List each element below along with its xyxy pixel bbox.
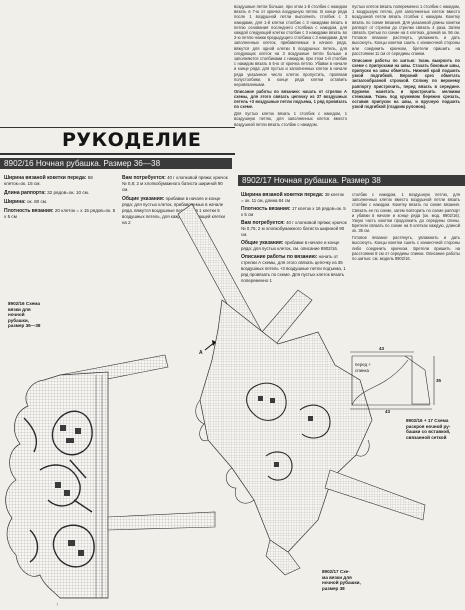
a1-c1-item-2: Ширина: ок. 80 см. — [4, 199, 48, 205]
tr-col2-p2: Описание работы по шитью: ткань выкроить по схеме с припусками на швы. Стачать боковые швы, припуски на швы обметать. Нижний край подшить узкой подгибкой. Верхний срез обметать зигзагообразной строчкой. Сплину по верхнему раппорту пристрочить, перед вязать в середине. Кружево наметать и пристрочить мелкими стежками. Ткань под кружевом бережно срезать, оставив припуски на швы, и вручную подшить узкой подгибкой (гладким рулоном). — [352, 57, 460, 110]
fig2-cap-line: размер 38 — [322, 585, 345, 591]
tr-col1-p1: воздушные петли больше, при этом 1-й столбик с накидом вязать в 7-ю от крючка воздушную петлю. В конце ряда после 1 воздушной петли выполнить столбик с 3 накидами, для 1-й клетки столбик с 3 накидами вязать в петлю основания последнего столбика с накидом, для каждой следующей клетки столбик с 3 накидами вязать во 2-ю петлю ножки предыдущего столбика с 3 накидами. Для заполненных клеток, прибавляемых в начале ряда, вяжутся для одной клетки 5 воздушных петель, для следующих клеток на 3 воздушные петли больше и заполняются столбиками с накидом, при этом 1-й столбик с накидом вязать в 5-ю от крючка петлю. Убавки в начале и конце ряда: для пустых и заполненных клеток в начале ряда указанное число клеток пропустить, провязав полустолбики, в конце ряда клетки оставить неровязанными. — [234, 4, 347, 88]
pattern-cap-line: связанной сеткой — [406, 434, 447, 440]
a1-c1-item-3: Плотность вязания: 20 клеток = х 15 рядов=ок. 5 х 5 см — [4, 208, 116, 219]
fig1-cap-line: вязки для — [8, 306, 31, 312]
pattern-cap-line: башки со вставкой, — [406, 429, 451, 435]
tr-col2-p1: пустых клеток вязать попеременно 1 столбик с накидом, 1 воздушную петлю, для заполненных клеток вместо воздушной петли вязать столбик с накидом. Кокетку вязать по схеме вязания. Для указанной длины кокетки раппорт от стрелки до стрелки связать 4 раза. Затем связать третью по схеме на 4 клетках, длиной ок. 56 см. Готовое вязаное растянуть, увлажнить и дать высохнуть. Концы кокетки сшить с изнаночной стороны или соединить крючком, бретели пришить на расстоянии 11 см от середины спинки. — [352, 4, 460, 56]
dim-bottom-label: 43 — [385, 409, 391, 414]
tr-col1-p3: Для пустых клеток вязать 1 столбик с накидом, 1 воздушную петлю, для заполненных клеток вместо воздушной петли вязать столбик с накидом. — [234, 111, 347, 127]
a2-c2-p1: столбик с накидом, 1 воздушную петлю, для заполненных клеток вместо воздушной петли вязать столбик с накидом. Кокетку вязать по схеме вязания. Связать ее по схеме, затем повторить по схеме раппорт и убавки в начале и конце ряда (ок. мод. 8902/16). Узкую часть кокетки продолжить до середины спины. Бретели связать по схеме на 5 клетках каждую, длиной ок. 35 см. — [352, 192, 460, 234]
a2-c1-item-4: Описание работы по вязанию: начать от стрелки А схемы, для этого связать цепочку из 35 воздушных петель +3 воздушные петли подъема, 1 ряд провязать по схеме. Для пустых клеток вязать попеременно 1 — [241, 254, 346, 283]
fig1-cap-line: ночной — [8, 312, 25, 318]
a2-c2-p2: Готовое вязаное растянуть, увлажнить и дать высохнуть. Концы кокетки сшить с изнаночной стороны либо соединить крючком. Бретели пришить на расстоянии 8 см от середины спинки. Описание работы по шитью: см. модель 8902/16. — [352, 235, 460, 262]
a1-c1-item-0: Ширина вязаной кокетки переда: 58 клеток=ок. 15 см. — [4, 175, 93, 186]
fig1-cap-line: размер 36—38 — [8, 323, 41, 329]
lace-panel-left — [6, 355, 215, 608]
fig2-cap-line: 8902/17 Схе- — [322, 569, 350, 574]
pattern-cap-line: 8902/16 + 17 Схема — [406, 418, 449, 423]
tr-col1-p2: Описание работы по вязанию: начать от стрелки А схемы, для этого связать цепочку из 37 воздушных петель +3 воздушные петли подъема, 1 ряд провязать по схеме. — [234, 88, 347, 110]
a1-c1-item-1: Длина раппорта: 32 рядов=ок. 10 см. — [4, 190, 90, 196]
fig1-cap-line: 8902/16 Схема — [8, 301, 41, 306]
fig2-cap-line: ма вязки для — [322, 574, 352, 580]
a1-c2-item-0: Вам потребуется: 40 г хлопковой пряжи; крючок № 0,8; 2 м хлопкобумажного батиста шириной 90 см. — [122, 175, 228, 192]
a2-c1-item-0: Ширина вязаной кокетки переда: 38 клеток = ок. 11 см, длина 84 см — [241, 192, 344, 203]
dim-side-label: 35 — [436, 378, 442, 383]
dim-top-label: 43 — [379, 346, 385, 351]
article1-bar: 8902/16 Ночная рубашка. Размер 36—38 — [0, 158, 232, 169]
a2-c1-item-2: Вам потребуется: 40 г хлопковой пряжи; крючок № 0,75; 2 м хлопкобумажного батиста шириной 90 см. — [241, 220, 347, 237]
figure2-caption — [322, 569, 374, 591]
fig2-cap-line: ночной рубашки, — [322, 580, 361, 586]
a1-c2-item-1: Общие указания: прибавки в начале и конце ряда: для пустых клеток, прибавляемых в начале ряда, вяжутся воздушные петли. Для 1 клетки 5 воздушных петель, для каждой следующей клетки на 2 — [122, 196, 225, 225]
article2-bar: 8902/17 Ночная рубашка. Размер 38 — [238, 175, 465, 186]
a2-c1-item-1: Плотность вязания: 17 клеток x 16 рядов=ок. 5 x 5 см — [241, 206, 346, 217]
svg-text:↑: ↑ — [56, 602, 59, 608]
pattern-caption — [406, 418, 462, 440]
fig1-cap-line: рубашки, — [8, 317, 29, 323]
front-back-label: перед + спинка — [355, 362, 371, 373]
section-title: РУКОДЕЛИЕ — [62, 129, 202, 151]
arrow-a-marker: А — [199, 350, 203, 356]
pattern-cap-line: раскроя ночной ру- — [406, 423, 451, 429]
a2-c1-item-3: Общие указания: прибавки в начале и конце ряда: для пустых клеток, см. описание 8902/16. — [241, 240, 340, 251]
